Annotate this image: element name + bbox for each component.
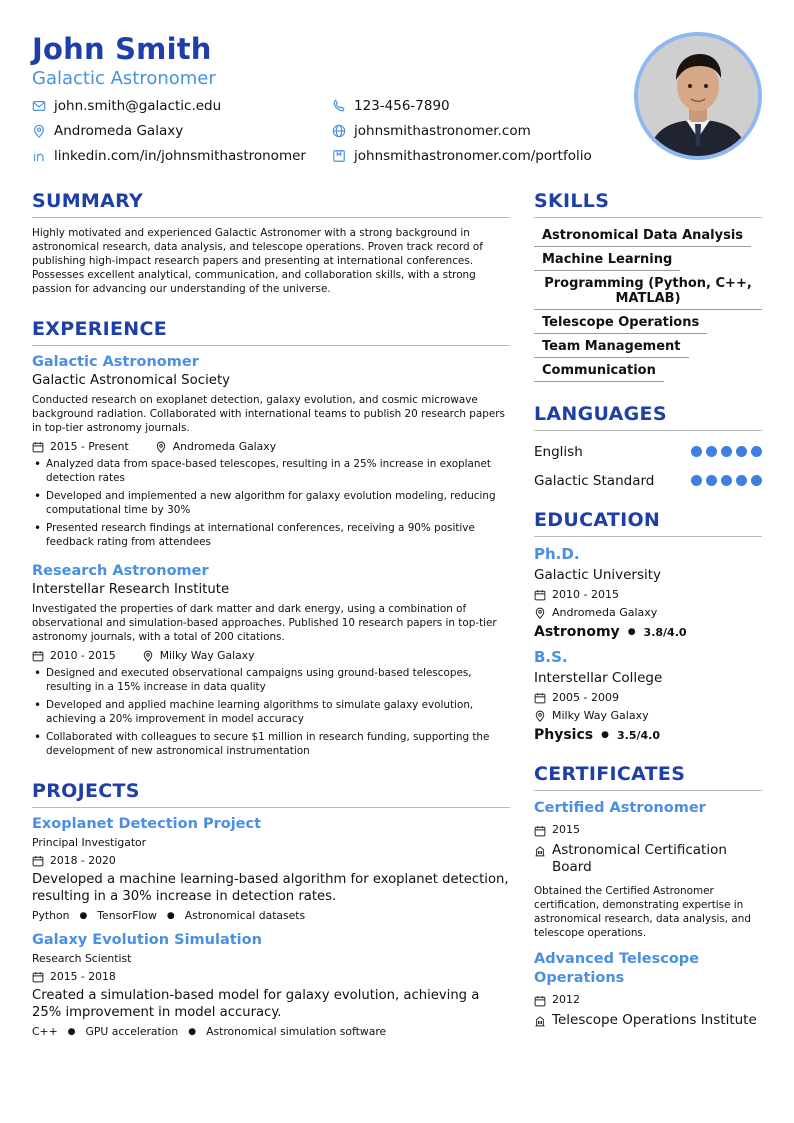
tag: TensorFlow xyxy=(97,909,157,922)
globe-icon xyxy=(332,124,346,138)
projects-heading: PROJECTS xyxy=(32,780,510,808)
calendar-icon xyxy=(32,650,44,662)
project-role: Research Scientist xyxy=(32,952,132,965)
certificate-issuer: Telescope Operations Institute xyxy=(552,1012,757,1028)
education-entry xyxy=(534,545,762,640)
tag: Astronomical simulation software xyxy=(206,1025,387,1038)
job-role: Galactic Astronomer xyxy=(32,354,199,370)
proficiency-dot xyxy=(721,475,732,486)
experience-heading: EXPERIENCE xyxy=(32,318,510,346)
contact-email[interactable] xyxy=(32,98,221,114)
project-meta xyxy=(32,854,510,867)
left-column xyxy=(32,190,510,1038)
skill-chip: Team Management xyxy=(534,337,689,358)
education-entry xyxy=(534,648,762,743)
proficiency-dot xyxy=(706,475,717,486)
school: Interstellar College xyxy=(534,670,663,686)
certificate-issuer-row xyxy=(534,1012,762,1029)
calendar-icon xyxy=(534,692,546,704)
language-level xyxy=(691,475,762,486)
certificate-year: 2012 xyxy=(552,993,580,1006)
skill-list xyxy=(534,226,762,385)
skill-chip: Telescope Operations xyxy=(534,313,707,334)
language-level xyxy=(691,446,762,457)
project-entry xyxy=(32,816,510,922)
location-pin-icon xyxy=(155,441,167,453)
list-item: • Presented research findings at international conferences, receiving a 90% positive feedback rating from attendees xyxy=(32,521,510,549)
project-entry xyxy=(32,932,510,1038)
field-of-study: Astronomy xyxy=(534,624,620,640)
job-dates: 2015 - Present xyxy=(50,440,129,453)
phone-icon xyxy=(332,99,346,113)
project-dates: 2018 - 2020 xyxy=(50,854,116,867)
job-description: Investigated the properties of dark matter and dark energy, using a combination of observational and simulation-based approaches. Published 10 research papers in top-tier astronomy journals, with a total of 200 citations. xyxy=(32,603,497,643)
job-description: Conducted research on exoplanet detection, galaxy evolution, and cosmic microwave background radiation. Collaborated with international teams to publish 20 research papers in top-tier astronomy journals. xyxy=(32,394,505,434)
location-pin-icon xyxy=(534,710,546,722)
calendar-icon xyxy=(32,855,44,867)
certificate-issuer: Astronomical Certification Board xyxy=(552,842,727,875)
contact-website[interactable] xyxy=(332,123,531,139)
language-row xyxy=(534,468,762,493)
tag: Astronomical datasets xyxy=(184,909,306,922)
portfolio-icon xyxy=(332,149,346,163)
job-meta xyxy=(32,649,510,662)
tag: C++ xyxy=(32,1025,58,1038)
job-entry xyxy=(32,563,510,758)
languages-heading: LANGUAGES xyxy=(534,403,762,431)
education-heading: EDUCATION xyxy=(534,509,762,537)
summary-text: Highly motivated and experienced Galactic Astronomer with a strong background in astronomical research, data analysis, and telescope operations. Proven track record of publishing high-impact research papers and presenting at international conferences. Possesses excellent analytical, communication, and collaboration skills, with a strong passion for advancing our understanding of the universe. xyxy=(32,227,483,295)
job-entry xyxy=(32,354,510,549)
project-meta xyxy=(32,970,510,983)
proficiency-dot xyxy=(751,475,762,486)
right-column xyxy=(534,190,762,1029)
job-meta xyxy=(32,440,510,453)
linkedin-text: linkedin.com/in/johnsmithastronomer xyxy=(54,148,306,164)
gpa: 3.8/4.0 xyxy=(643,625,687,639)
building-icon xyxy=(534,1015,546,1027)
header xyxy=(32,30,632,90)
language-row xyxy=(534,439,762,464)
proficiency-dot xyxy=(751,446,762,457)
email-text: john.smith@galactic.edu xyxy=(54,98,222,114)
list-item: • Designed and executed observational campaigns using ground-based telescopes, resulting in a 15% increase in data quality xyxy=(32,666,510,694)
linkedin-icon xyxy=(32,149,46,163)
job-organization: Interstellar Research Institute xyxy=(32,582,230,597)
profile-photo xyxy=(634,32,762,160)
proficiency-dot xyxy=(691,446,702,457)
projects-section xyxy=(32,780,510,1038)
contact-portfolio[interactable] xyxy=(332,148,592,164)
degree: B.S. xyxy=(534,648,568,666)
skill-chip: Astronomical Data Analysis xyxy=(534,226,751,247)
job-location: Andromeda Galaxy xyxy=(172,440,277,453)
project-tags: Python ● TensorFlow ● Astronomical datasets xyxy=(32,909,306,922)
list-item: • Developed and implemented a new algorithm for galaxy evolution modeling, reducing computational time by 30% xyxy=(32,489,510,517)
summary-heading: SUMMARY xyxy=(32,190,510,218)
education-section xyxy=(534,509,762,743)
education-location: Andromeda Galaxy xyxy=(552,606,658,619)
certificate-issuer-row xyxy=(534,842,762,876)
education-location: Milky Way Galaxy xyxy=(552,709,649,722)
field-of-study: Physics xyxy=(534,727,594,743)
education-location-row xyxy=(534,606,762,619)
tag: Python xyxy=(32,909,70,922)
list-item: • Collaborated with colleagues to secure $1 million in research funding, supporting the development of new astronomical instrumentation xyxy=(32,730,510,758)
certificate-entry xyxy=(534,799,762,940)
portfolio-text: johnsmithastronomer.com/portfolio xyxy=(354,148,592,164)
skill-chip: Communication xyxy=(534,361,664,382)
calendar-icon xyxy=(534,995,546,1007)
calendar-icon xyxy=(534,825,546,837)
proficiency-dot xyxy=(691,475,702,486)
project-dates: 2015 - 2018 xyxy=(50,970,116,983)
project-tags: C++ ● GPU acceleration ● Astronomical simulation software xyxy=(32,1025,387,1038)
gpa-row: Physics ● 3.5/4.0 xyxy=(534,727,660,743)
location-pin-icon xyxy=(534,607,546,619)
website-text: johnsmithastronomer.com xyxy=(354,123,531,139)
location-pin-icon xyxy=(142,650,154,662)
calendar-icon xyxy=(534,589,546,601)
project-role: Principal Investigator xyxy=(32,836,147,849)
skill-chip: Programming (Python, C++, MATLAB) xyxy=(534,274,762,310)
list-item: • Developed and applied machine learning algorithms to simulate galaxy evolution, achieving a 20% improvement in model accuracy xyxy=(32,698,510,726)
job-location: Milky Way Galaxy xyxy=(159,649,255,662)
proficiency-dot xyxy=(736,446,747,457)
calendar-icon xyxy=(32,971,44,983)
skills-heading: SKILLS xyxy=(534,190,762,218)
experience-section xyxy=(32,318,510,758)
education-location-row xyxy=(534,709,762,722)
list-item: • Analyzed data from space-based telescopes, resulting in a 25% increase in exoplanet detection rates xyxy=(32,457,510,485)
calendar-icon xyxy=(32,441,44,453)
education-dates-row xyxy=(534,588,762,601)
certificate-year-row xyxy=(534,993,762,1007)
language-name: English xyxy=(534,443,583,460)
candidate-title: Galactic Astronomer xyxy=(32,68,216,89)
language-name: Galactic Standard xyxy=(534,472,655,489)
job-organization: Galactic Astronomical Society xyxy=(32,373,231,388)
education-dates: 2010 - 2015 xyxy=(552,588,619,601)
building-icon xyxy=(534,845,546,857)
gpa: 3.5/4.0 xyxy=(616,728,660,742)
certificates-section xyxy=(534,763,762,1029)
job-bullets xyxy=(32,666,510,758)
project-description: Created a simulation-based model for galaxy evolution, achieving a 25% improvement in model accuracy. xyxy=(32,988,480,1020)
certificate-year-row xyxy=(534,823,762,837)
phone-text: 123-456-7890 xyxy=(354,98,450,114)
certificate-year: 2015 xyxy=(552,823,580,836)
certificate-description: Obtained the Certified Astronomer certification, demonstrating expertise in astronomical research, data analysis, and telescope operations. xyxy=(534,885,751,939)
education-dates-row xyxy=(534,691,762,704)
job-dates: 2010 - 2015 xyxy=(50,649,116,662)
project-name: Exoplanet Detection Project xyxy=(32,816,262,832)
proficiency-dot xyxy=(706,446,717,457)
summary-section xyxy=(32,190,510,296)
certificate-entry xyxy=(534,950,762,1029)
contact-phone[interactable] xyxy=(332,98,450,114)
degree: Ph.D. xyxy=(534,545,580,563)
location-pin-icon xyxy=(32,124,46,138)
candidate-name: John Smith xyxy=(32,32,212,66)
envelope-icon xyxy=(32,99,46,113)
skill-chip: Machine Learning xyxy=(534,250,680,271)
job-bullets xyxy=(32,457,510,549)
school: Galactic University xyxy=(534,567,662,583)
avatar-illustration xyxy=(638,36,758,156)
project-description: Developed a machine learning-based algorithm for exoplanet detection, resulting in a 30% increase in detection rates. xyxy=(32,872,509,904)
skills-section xyxy=(534,190,762,385)
languages-section xyxy=(534,403,762,493)
project-name: Galaxy Evolution Simulation xyxy=(32,932,262,948)
certificate-name: Advanced Telescope Operations xyxy=(534,951,700,986)
tag: GPU acceleration xyxy=(85,1025,179,1038)
certificates-heading: CERTIFICATES xyxy=(534,763,762,791)
contact-linkedin[interactable] xyxy=(32,148,306,164)
proficiency-dot xyxy=(736,475,747,486)
location-text: Andromeda Galaxy xyxy=(54,123,184,139)
proficiency-dot xyxy=(721,446,732,457)
education-dates: 2005 - 2009 xyxy=(552,691,619,704)
certificate-name: Certified Astronomer xyxy=(534,800,706,816)
contact-location xyxy=(32,123,183,139)
gpa-row: Astronomy ● 3.8/4.0 xyxy=(534,624,687,640)
job-role: Research Astronomer xyxy=(32,563,209,579)
